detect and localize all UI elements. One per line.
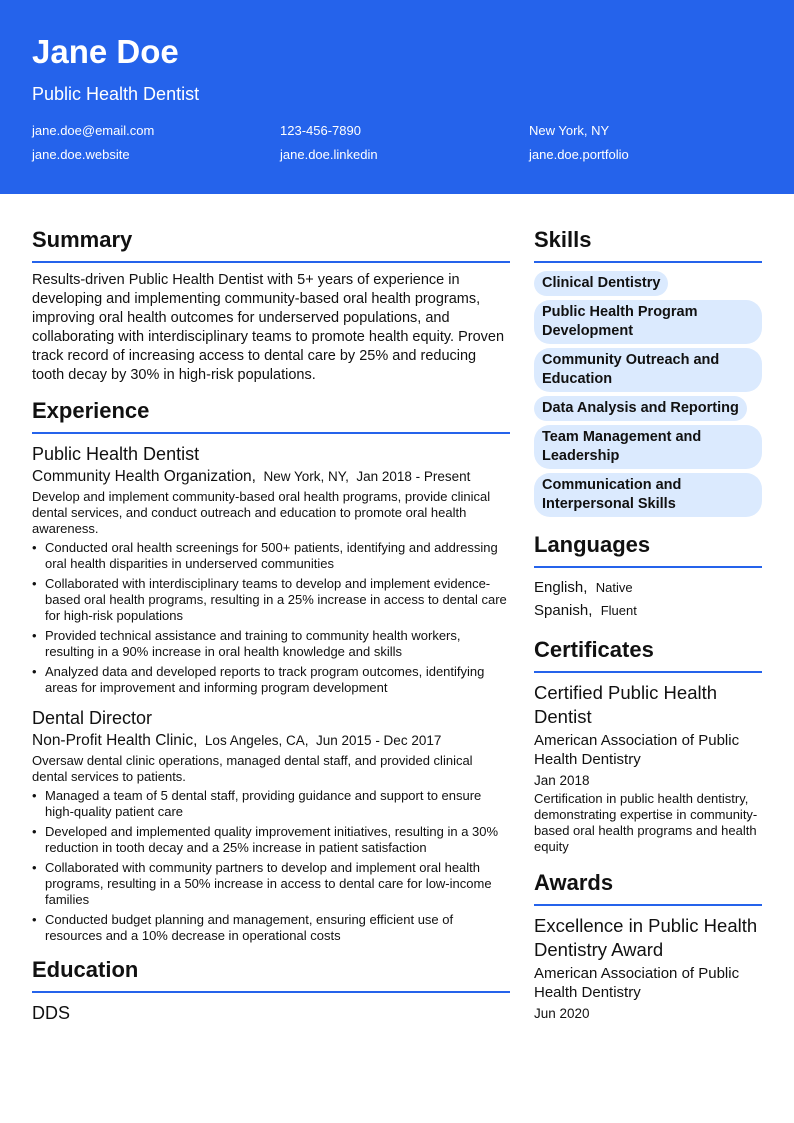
section-divider: [534, 904, 762, 906]
skills-section: [534, 224, 762, 517]
award-issuer: American Association of Public Health Dentistry: [534, 965, 740, 1001]
certificate-title: Certified Public Health Dentist: [534, 682, 718, 727]
skill-pill: Clinical Dentistry: [534, 271, 668, 296]
education-section: [32, 954, 510, 1025]
skill-pill: Data Analysis and Reporting: [534, 396, 747, 421]
summary-text: Results-driven Public Health Dentist with 5+ years of experience in developing and implementing community-based oral health programs, improving oral health outcomes for underserved populations, and collaborating with interdisciplinary teams to promote health equity. Proven track record of increasing access to dental care by 25% and reducing tooth decay by 30% in high-risk populations.: [32, 272, 505, 383]
awards-section: [534, 867, 762, 1024]
section-title-awards: Awards: [534, 870, 614, 895]
languages-list: [534, 576, 762, 622]
language-level: Fluent: [600, 603, 637, 618]
certificates-section: [534, 634, 762, 855]
email-link[interactable]: jane.doe@email.com: [32, 123, 155, 138]
job-dates: Jan 2018 - Present: [356, 469, 471, 484]
portfolio-link[interactable]: jane.doe.portfolio: [529, 147, 629, 162]
section-divider: [32, 991, 510, 993]
section-divider: [32, 261, 510, 263]
candidate-name: Jane Doe: [32, 33, 179, 70]
list-item: • Analyzed data and developed reports to track program outcomes, identifying areas for improvement and informing program development: [45, 664, 510, 696]
education-degree: DDS: [32, 1003, 71, 1023]
section-divider: [534, 566, 762, 568]
website-link[interactable]: jane.doe.website: [32, 147, 130, 162]
certificate-issuer: American Association of Public Health Dentistry: [534, 732, 740, 768]
award-date: Jun 2020: [534, 1006, 590, 1021]
summary-section: [32, 224, 510, 385]
list-item: • Conducted budget planning and management, ensuring efficient use of resources and a 10% decrease in operational costs: [45, 912, 510, 944]
certificate-description: Certification in public health dentistry, demonstrating expertise in community-based oral health programs and health equity: [534, 791, 758, 854]
section-divider: [534, 261, 762, 263]
job-title: Public Health Dentist: [32, 444, 200, 464]
section-divider: [534, 671, 762, 673]
candidate-role: Public Health Dentist: [32, 84, 200, 104]
certificate-date: Jan 2018: [534, 773, 590, 788]
award-title: Excellence in Public Health Dentistry Award: [534, 915, 758, 960]
job-organization: Non-Profit Health Clinic,: [32, 732, 198, 749]
section-title-experience: Experience: [32, 398, 150, 423]
language-item: [534, 599, 762, 622]
section-title-education: Education: [32, 957, 139, 982]
side-column: [534, 224, 762, 1024]
job-description: Develop and implement community-based oral health programs, provide clinical dental services, and conduct outreach and education to promote oral health awareness.: [32, 489, 491, 536]
job-dates: Jun 2015 - Dec 2017: [316, 733, 442, 748]
job-bullets: [32, 540, 510, 696]
list-item: • Collaborated with interdisciplinary teams to develop and implement evidence-based oral health programs, resulting in a 25% increase in access to dental care for high-risk populations: [45, 576, 510, 624]
resume-header: [0, 0, 794, 194]
languages-section: [534, 529, 762, 622]
section-title-languages: Languages: [534, 532, 651, 557]
list-item: • Conducted oral health screenings for 500+ patients, identifying and addressing oral health disparities in underserved communities: [45, 540, 510, 572]
job-entry: [32, 442, 510, 696]
section-divider: [32, 432, 510, 434]
experience-section: [32, 395, 510, 944]
section-title-skills: Skills: [534, 227, 592, 252]
section-title-certificates: Certificates: [534, 637, 654, 662]
list-item: • Provided technical assistance and training to community health workers, resulting in a 90% increase in oral health knowledge and skills: [45, 628, 510, 660]
language-item: [534, 576, 762, 599]
main-column: [32, 224, 510, 1025]
job-description: Oversaw dental clinic operations, managed dental staff, and provided clinical dental services to patients.: [32, 753, 473, 784]
job-meta: [32, 467, 510, 487]
location-text: New York, NY: [529, 123, 610, 138]
list-item: • Collaborated with community partners to develop and implement oral health programs, resulting in a 50% increase in access to dental care for low-income families: [45, 860, 510, 908]
job-bullets: [32, 788, 510, 944]
job-meta: [32, 731, 510, 751]
skill-pill: Team Management and Leadership: [534, 425, 762, 469]
language-name: English,: [534, 579, 588, 596]
certificate-entry: [534, 681, 762, 855]
job-location: New York, NY,: [263, 469, 349, 484]
list-item: • Managed a team of 5 dental staff, providing guidance and support to ensure high-quality patient care: [45, 788, 510, 820]
linkedin-link[interactable]: jane.doe.linkedin: [280, 147, 378, 162]
job-organization: Community Health Organization,: [32, 468, 256, 485]
section-title-summary: Summary: [32, 227, 133, 252]
list-item: • Developed and implemented quality improvement initiatives, resulting in a 30% reduction in tooth decay and a 25% increase in patient satisfaction: [45, 824, 510, 856]
skill-pill: Public Health Program Development: [534, 300, 762, 344]
skill-pill: Community Outreach and Education: [534, 348, 762, 392]
job-title: Dental Director: [32, 708, 153, 728]
language-name: Spanish,: [534, 602, 593, 619]
award-entry: [534, 914, 762, 1024]
skills-list: [534, 271, 762, 517]
job-entry: [32, 706, 510, 944]
skill-pill: Communication and Interpersonal Skills: [534, 473, 762, 517]
phone-link[interactable]: 123-456-7890: [280, 123, 361, 138]
language-level: Native: [595, 580, 633, 595]
job-location: Los Angeles, CA,: [204, 733, 309, 748]
